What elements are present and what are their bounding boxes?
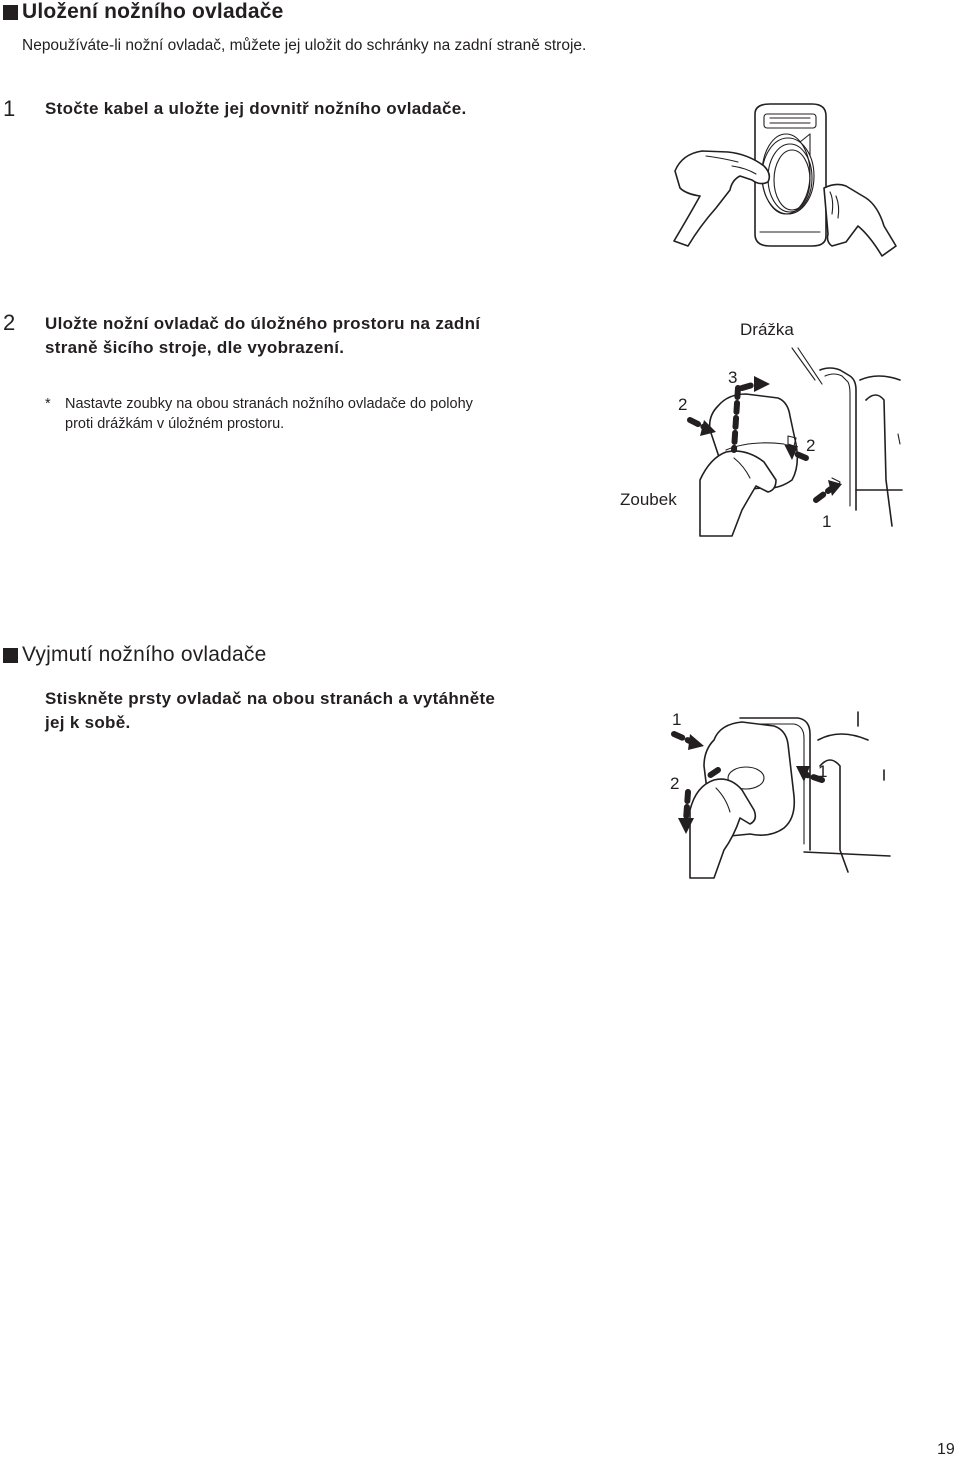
figure2-number-2-right: 2 xyxy=(806,436,816,455)
step-2-text-line1: Uložte nožní ovladač do úložného prostoru na zadní xyxy=(45,314,481,333)
step-2-text-line2: straně šicího stroje, dle vyobrazení. xyxy=(45,338,345,357)
section-intro: Nepoužíváte-li nožní ovladač, můžete jej uložit do schránky na zadní straně stroje. xyxy=(22,37,587,54)
label-tooth: Zoubek xyxy=(620,490,677,509)
figure3-number-1-right: 1 xyxy=(818,762,828,781)
step-number-1: 1 xyxy=(3,96,16,121)
figure-coil-cable xyxy=(660,96,900,271)
note-marker: * xyxy=(45,396,51,412)
note-text-line2: proti drážkám v úložném prostoru. xyxy=(65,416,285,432)
figure3-number-1-top: 1 xyxy=(672,710,682,729)
figure-place-controller xyxy=(680,340,910,540)
figure2-number-3: 3 xyxy=(728,368,738,387)
step-number-2: 2 xyxy=(3,310,16,335)
removal-text-line1: Stiskněte prsty ovladač na obou stranách a vytáhněte xyxy=(45,689,496,708)
section-bullet-icon xyxy=(3,5,18,20)
figure2-number-1: 1 xyxy=(822,512,832,531)
note-text-line1: Nastavte zoubky na obou stranách nožního ovladače do polohy xyxy=(65,396,473,412)
section-title-removing: Vyjmutí nožního ovladače xyxy=(22,643,267,666)
section-title-storing: Uložení nožního ovladače xyxy=(22,0,284,23)
page-number: 19 xyxy=(937,1441,955,1458)
figure-remove-controller xyxy=(670,700,900,880)
figure2-number-2-left: 2 xyxy=(678,395,688,414)
label-groove: Drážka xyxy=(740,320,794,339)
section-bullet-icon-2 xyxy=(3,648,18,663)
step-1-text: Stočte kabel a uložte jej dovnitř nožního ovladače. xyxy=(45,99,467,118)
figure3-number-2: 2 xyxy=(670,774,680,793)
removal-text-line2: jej k sobě. xyxy=(45,713,131,732)
